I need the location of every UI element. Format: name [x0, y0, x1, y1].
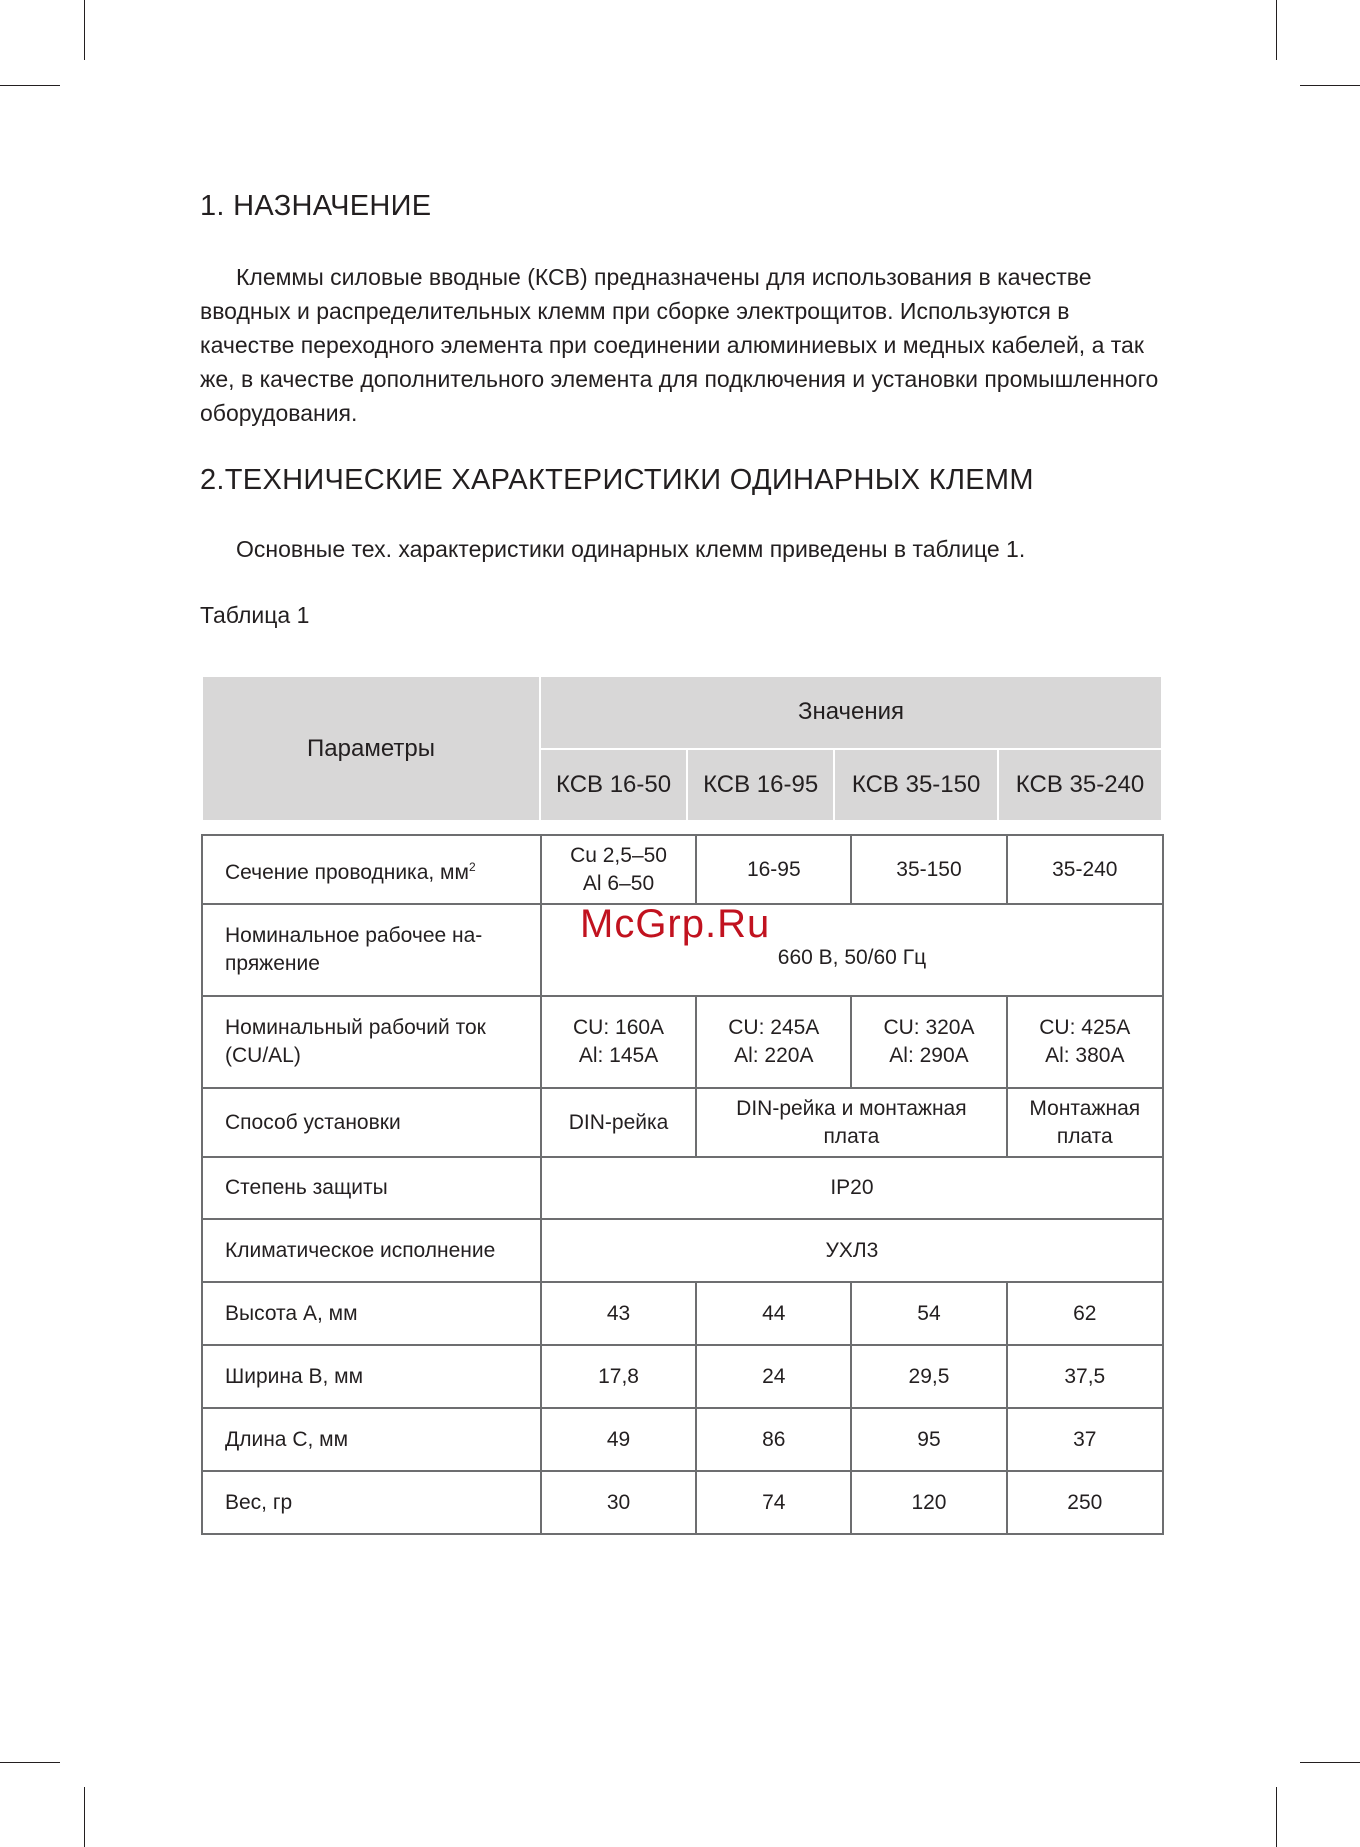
table-cell: CU: 320A Al: 290A: [851, 996, 1006, 1088]
table-cell: 660 В, 50/60 Гц: [541, 904, 1163, 996]
purpose-paragraph: Клеммы силовые вводные (КСВ) предназначены для использования в качестве вводных и распределительных клемм при сборке электрощитов. Используются в качестве переходного элемента при соединении алюминиевых и медных кабелей, а так же, в качестве дополнительного элемента для подключения и установки промышленного оборудования.: [200, 264, 1159, 426]
table-cell: 24: [696, 1345, 851, 1408]
table-row: [202, 996, 1163, 1088]
table-header: [201, 675, 1163, 822]
row-label: Номинальное рабочее на- пряжение: [202, 904, 541, 996]
table-row: [202, 1219, 1163, 1282]
section-1-title: 1. НАЗНАЧЕНИЕ: [200, 190, 432, 222]
row-label: Номинальный рабочий ток (CU/AL): [202, 996, 541, 1088]
table-row: [202, 1408, 1163, 1471]
row-label: Климатическое исполнение: [202, 1219, 541, 1282]
header-model: КСВ 16-95: [688, 750, 833, 821]
table-cell: 250: [1007, 1471, 1163, 1534]
table-cell: 35-240: [1007, 835, 1163, 904]
table-cell: 95: [851, 1408, 1006, 1471]
row-label: Длина С, мм: [202, 1408, 541, 1471]
table-cell: 29,5: [851, 1345, 1006, 1408]
table-cell: 44: [696, 1282, 851, 1345]
table-cell: CU: 245A Al: 220A: [696, 996, 851, 1088]
crop-mark: [0, 1762, 60, 1763]
table-cell: 37: [1007, 1408, 1163, 1471]
table-cell: 74: [696, 1471, 851, 1534]
table-cell: 16-95: [696, 835, 851, 904]
row-label: Сечение проводника, $мм^2$: [202, 835, 541, 904]
header-model: КСВ 35-150: [835, 750, 997, 821]
table-cell: CU: 160A Al: 145A: [541, 996, 696, 1088]
table-intro: Основные тех. характеристики одинарных клемм приведены в таблице 1.: [236, 536, 1026, 562]
table-row: [202, 1157, 1163, 1219]
crop-mark: [0, 85, 60, 86]
table-cell: 35-150: [851, 835, 1006, 904]
crop-mark: [1276, 0, 1277, 60]
table-row: [202, 1471, 1163, 1534]
table-row: [202, 835, 1163, 904]
table-cell: 86: [696, 1408, 851, 1471]
row-label: Способ установки: [202, 1088, 541, 1157]
header-values: Значения: [541, 677, 1161, 748]
table-row: [202, 1282, 1163, 1345]
table-cell: УХЛ3: [541, 1219, 1163, 1282]
watermark: McGrp.Ru: [580, 902, 771, 946]
header-model: КСВ 35-240: [999, 750, 1161, 821]
header-model: КСВ 16-50: [541, 750, 686, 821]
header-params: Параметры: [203, 677, 539, 820]
table-cell: 17,8: [541, 1345, 696, 1408]
section-2-title: 2.ТЕХНИЧЕСКИЕ ХАРАКТЕРИСТИКИ ОДИНАРНЫХ КЛЕММ: [200, 464, 1034, 496]
table-cell: Cu 2,5–50 Al 6–50: [541, 835, 696, 904]
crop-mark: [1300, 1762, 1360, 1763]
table-cell: 37,5: [1007, 1345, 1163, 1408]
table-cell: IP20: [541, 1157, 1163, 1219]
table-cell: DIN-рейка и монтажная плата: [696, 1088, 1006, 1157]
table-cell: 43: [541, 1282, 696, 1345]
crop-mark: [84, 1787, 85, 1847]
table-cell: DIN-рейка: [541, 1088, 696, 1157]
row-label: Высота А, мм: [202, 1282, 541, 1345]
table-cell: 30: [541, 1471, 696, 1534]
table-caption: Таблица 1: [200, 602, 310, 628]
crop-mark: [1276, 1787, 1277, 1847]
table-cell: Монтажная плата: [1007, 1088, 1163, 1157]
table-cell: 120: [851, 1471, 1006, 1534]
table-cell: 62: [1007, 1282, 1163, 1345]
table-row: [202, 1088, 1163, 1157]
table-cell: CU: 425A Al: 380A: [1007, 996, 1163, 1088]
crop-mark: [1300, 85, 1360, 86]
row-label: Степень защиты: [202, 1157, 541, 1219]
table-cell: 49: [541, 1408, 696, 1471]
table-cell: 54: [851, 1282, 1006, 1345]
row-label: Ширина В, мм: [202, 1345, 541, 1408]
crop-mark: [84, 0, 85, 60]
table-row: [202, 1345, 1163, 1408]
row-label: Вес, гр: [202, 1471, 541, 1534]
